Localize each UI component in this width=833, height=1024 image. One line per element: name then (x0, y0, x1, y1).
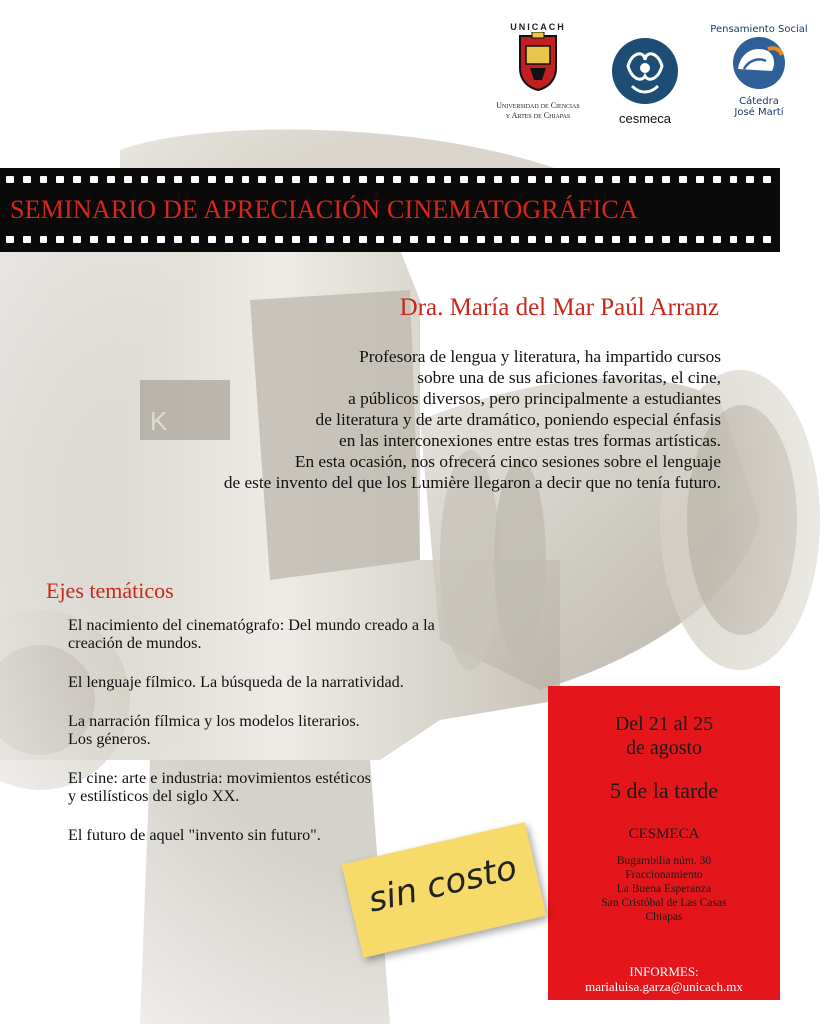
film-perforation (208, 176, 216, 183)
film-perforation (174, 236, 182, 243)
film-perforation (275, 236, 283, 243)
film-perforation (73, 176, 81, 183)
film-perforation (343, 236, 351, 243)
film-perforation (746, 236, 754, 243)
cesmeca-emblem-icon (610, 36, 680, 106)
film-perforation (578, 176, 586, 183)
catedra-logo-bottom-text (706, 96, 812, 118)
film-perforation (343, 176, 351, 183)
film-perforation (258, 176, 266, 183)
unicach-subtitle-line: Universidad de Ciencias (496, 101, 580, 110)
film-perforation (561, 236, 569, 243)
film-perforation (679, 176, 687, 183)
catedra-logo-top-text: Pensamiento Social (710, 24, 808, 35)
film-perforation (645, 236, 653, 243)
bio-line: Profesora de lengua y literatura, ha impartido cursos (359, 347, 721, 366)
film-perforation (90, 236, 98, 243)
film-perforation (494, 236, 502, 243)
topic-item (68, 673, 548, 691)
event-dates-line: de agosto (625, 737, 703, 759)
film-perforation (612, 176, 620, 183)
film-perforation (393, 176, 401, 183)
address-line: Fraccionamiento (625, 869, 703, 881)
film-perforation (528, 176, 536, 183)
bio-line: de literatura y de arte dramático, poniendo especial énfasis (315, 410, 721, 429)
event-time: 5 de la tarde (609, 778, 719, 803)
film-perforation (578, 236, 586, 243)
film-perforation (124, 236, 132, 243)
film-perforation (208, 236, 216, 243)
film-perforation (23, 176, 31, 183)
film-perforation (662, 176, 670, 183)
film-perforation (359, 176, 367, 183)
film-perforation (730, 236, 738, 243)
unicach-logo-name: UNICACH (510, 22, 566, 32)
film-perforation (444, 176, 452, 183)
film-perforation (141, 236, 149, 243)
film-perforation (410, 176, 418, 183)
catedra-bottom-line: Cátedra (739, 96, 779, 107)
topic-line: El nacimiento del cinematógrafo: Del mundo creado a la (68, 616, 435, 634)
film-perforation (561, 176, 569, 183)
film-perforation (545, 236, 553, 243)
film-perforation (107, 176, 115, 183)
film-perforation (107, 236, 115, 243)
film-perforation (595, 176, 603, 183)
film-perforation (612, 236, 620, 243)
film-perforation (309, 176, 317, 183)
film-perforation (763, 236, 771, 243)
film-perforation (629, 176, 637, 183)
topics-heading: Ejes temáticos (46, 578, 174, 603)
film-perforation (6, 236, 14, 243)
film-perforation (713, 176, 721, 183)
film-perforation (730, 176, 738, 183)
film-perforation (511, 236, 519, 243)
bio-line: de este invento del que los Lumière llegaron a decir que no tenía futuro. (223, 473, 721, 492)
film-perforation (696, 176, 704, 183)
film-perforation (242, 236, 250, 243)
film-perforation (679, 236, 687, 243)
event-venue: CESMECA (628, 826, 700, 842)
sticky-note-text: sin costo (364, 847, 521, 921)
address-line: La Buena Esperanza (616, 883, 712, 895)
event-dates-line: Del 21 al 25 (614, 713, 714, 735)
cesmeca-logo-name: cesmeca (618, 111, 672, 126)
bio-line: en las interconexiones entre estas tres formas artísticas. (339, 431, 721, 450)
informes-label: INFORMES: (629, 964, 699, 979)
catedra-jose-marti-logo (706, 24, 812, 118)
topic-line: creación de mundos. (68, 634, 202, 652)
film-perforation (258, 236, 266, 243)
bio-line: a públicos diversos, pero principalmente a estudiantes (348, 389, 721, 408)
film-perforation (545, 176, 553, 183)
film-perforation (40, 236, 48, 243)
speaker-name: Dra. María del Mar Paúl Arranz (399, 294, 719, 321)
film-strip-banner (0, 168, 780, 252)
film-perforation (174, 176, 182, 183)
film-perforation (376, 176, 384, 183)
film-perforation (393, 236, 401, 243)
film-perforation (460, 176, 468, 183)
film-perforation (645, 176, 653, 183)
film-perforation (225, 236, 233, 243)
catedra-emblem-icon (724, 35, 794, 91)
event-dates (548, 712, 780, 760)
address-line: Bugambilia núm. 30 (616, 855, 712, 867)
film-perforation (629, 236, 637, 243)
cesmeca-logo (600, 36, 690, 126)
film-perforation (40, 176, 48, 183)
film-perforations-top (6, 176, 780, 184)
bio-line: En esta ocasión, nos ofrecerá cinco sesiones sobre el lenguaje (294, 452, 721, 471)
film-perforation (326, 176, 334, 183)
film-perforation (427, 236, 435, 243)
film-perforation (662, 236, 670, 243)
film-perforation (376, 236, 384, 243)
film-perforation (511, 176, 519, 183)
film-perforation (292, 176, 300, 183)
film-perforation (191, 236, 199, 243)
topic-line: Los géneros. (68, 730, 151, 748)
film-perforation (763, 176, 771, 183)
unicach-subtitle-line: y Artes de Chiapas (505, 111, 571, 120)
film-perforation (427, 176, 435, 183)
unicach-logo (486, 22, 590, 121)
film-perforation (141, 176, 149, 183)
film-perforation (359, 236, 367, 243)
topic-item (68, 616, 548, 652)
unicach-logo-subtitle (486, 101, 590, 121)
topic-line: El cine: arte e industria: movimientos estéticos (68, 769, 371, 787)
film-perforation (23, 236, 31, 243)
film-perforations-bottom (6, 236, 780, 244)
shield-icon (516, 32, 560, 92)
film-perforation (225, 176, 233, 183)
film-perforation (242, 176, 250, 183)
film-perforation (528, 236, 536, 243)
topic-item (68, 712, 548, 748)
film-perforation (56, 236, 64, 243)
film-perforation (477, 176, 485, 183)
catedra-bottom-line: José Martí (734, 107, 784, 118)
seminar-title: SEMINARIO DE APRECIACIÓN CINEMATOGRÁFICA (10, 195, 638, 224)
film-perforation (326, 236, 334, 243)
film-perforation (124, 176, 132, 183)
film-perforation (73, 236, 81, 243)
film-perforation (444, 236, 452, 243)
film-perforation (713, 236, 721, 243)
address-line: Chiapas (645, 911, 683, 923)
film-perforation (275, 176, 283, 183)
film-perforation (460, 236, 468, 243)
topic-line: El lenguaje fílmico. La búsqueda de la narratividad. (68, 673, 404, 691)
film-perforation (292, 236, 300, 243)
film-perforation (595, 236, 603, 243)
film-perforation (494, 176, 502, 183)
event-address (548, 854, 780, 924)
film-perforation (410, 236, 418, 243)
topics-list (68, 616, 548, 865)
speaker-bio (101, 346, 721, 493)
film-perforation (90, 176, 98, 183)
film-perforation (309, 236, 317, 243)
film-perforation (157, 176, 165, 183)
film-perforation (746, 176, 754, 183)
film-perforation (696, 236, 704, 243)
topic-line: La narración fílmica y los modelos literarios. (68, 712, 360, 730)
film-perforation (157, 236, 165, 243)
film-perforation (56, 176, 64, 183)
contact-email: marialuisa.garza@unicach.mx (585, 979, 743, 994)
film-perforation (6, 176, 14, 183)
event-info-box (548, 686, 780, 1000)
topic-item (68, 769, 548, 805)
film-perforation (191, 176, 199, 183)
topic-line: El futuro de aquel "invento sin futuro". (68, 826, 321, 844)
film-perforation (477, 236, 485, 243)
address-line: San Cristóbal de Las Casas (601, 897, 727, 909)
topic-line: y estilísticos del siglo XX. (68, 787, 240, 805)
bio-line: sobre una de sus aficiones favoritas, el cine, (417, 368, 721, 387)
